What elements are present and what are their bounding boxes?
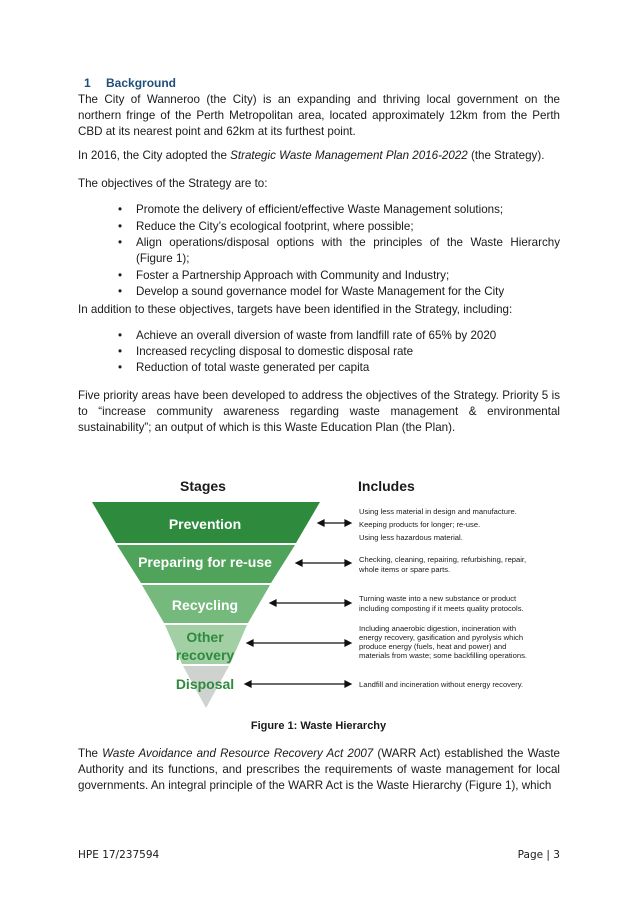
arrow-head-left (296, 560, 302, 566)
paragraph-intro: The City of Wanneroo (the City) is an expanding and thriving local government on the northern fringe of the Perth Metropolitan area, located approximately 12km from the Perth CBD at its nearest point and 62km at its furthest point. (78, 93, 560, 138)
paragraph-text: In 2016, the City adopted the (78, 149, 231, 162)
includes-line: Using less hazardous material. (359, 533, 463, 542)
includes-line: including composting if it meets quality protocols. (359, 604, 524, 613)
list-item (118, 202, 560, 218)
waste-hierarchy-diagram (78, 470, 560, 720)
arrow-head-right (345, 600, 351, 606)
bullet-marker: • (118, 203, 123, 216)
footer-document-reference: HPE 17/237594 (78, 849, 160, 861)
paragraph-warr-act (78, 746, 560, 794)
targets-list (118, 328, 560, 376)
arrow-head-right (345, 640, 351, 646)
list-item-text: Achieve an overall diversion of waste from landfill rate of 65% by 2020 (136, 329, 497, 342)
arrow-head-right (345, 520, 351, 526)
act-title: Waste Avoidance and Resource Recovery Act 2007 (102, 747, 374, 760)
list-item-text: Increased recycling disposal to domestic disposal rate (136, 345, 414, 358)
includes-line: materials from waste; some backfilling operations. (359, 651, 527, 660)
bullet-marker: • (118, 219, 123, 233)
stage-label-other-recovery-line1: Other (186, 629, 224, 645)
includes-line: energy recovery, gasification and pyrolysis which (359, 633, 524, 642)
bullet-marker: • (118, 236, 123, 249)
paragraph-targets-intro: In addition to these objectives, targets have been identified in the Strategy, including: (78, 303, 513, 316)
objectives-list (118, 202, 560, 301)
includes-line: Keeping products for longer; re-use. (359, 520, 481, 529)
bullet-marker: • (118, 285, 123, 298)
includes-header: Includes (358, 478, 415, 494)
includes-line: Including anaerobic digestion, incineration with (359, 624, 517, 633)
includes-line: Checking, cleaning, repairing, refurbishing, repair, (359, 555, 527, 564)
section-number: 1 (84, 76, 91, 90)
stages-header: Stages (180, 478, 226, 494)
list-item (118, 284, 560, 300)
list-item-text: Develop a sound governance model for Waste Management for the City (136, 285, 505, 298)
list-item-text: Promote the delivery of efficient/effective Waste Management solutions; (136, 203, 504, 216)
stage-label-disposal: Disposal (175, 676, 235, 692)
paragraph-text: (WARR Act) established the Waste Authority and its functions, and prescribes the requirements of waste management for local governments. An integral principle of the WARR Act is the Waste Hierarchy (Figure 1), which (78, 747, 560, 792)
section-title: Background (106, 76, 177, 90)
arrow-head-right (345, 681, 351, 687)
includes-line: Turning waste into a new substance or product (359, 594, 517, 603)
list-item (118, 219, 560, 235)
includes-line: Using less material in design and manufacture. (359, 507, 517, 516)
includes-line: Landfill and incineration without energy recovery. (359, 680, 524, 689)
stage-label-other-recovery-line2: recovery (175, 647, 235, 663)
bullet-marker: • (118, 361, 123, 374)
paragraph-objectives-intro: The objectives of the Strategy are to: (78, 177, 268, 190)
list-item (118, 328, 560, 344)
figure-caption: Figure 1: Waste Hierarchy (250, 720, 387, 732)
arrow-head-left (270, 600, 276, 606)
arrow-head-right (345, 560, 351, 566)
stage-label-prevention: Prevention (168, 516, 242, 532)
strategy-title: Strategic Waste Management Plan 2016-2022 (230, 149, 468, 162)
list-item-text: Reduction of total waste generated per capita (136, 361, 370, 374)
list-item (118, 360, 560, 376)
stage-label-preparing-for-reuse: Preparing for re-use (138, 554, 272, 570)
list-item (118, 344, 560, 360)
paragraph-text: (the Strategy). (467, 149, 545, 162)
includes-line: produce energy (fuels, heat and power) and (359, 642, 507, 651)
arrow-head-left (247, 640, 253, 646)
paragraph-priority-areas: Five priority areas have been developed to address the objectives of the Strategy. Priority 5 is to “increase community awareness regarding waste management & environmental sustainability”; an output of which is this Waste Education Plan (the Plan). (78, 389, 560, 434)
list-item-text: Align operations/disposal options with the principles of the Waste Hierarchy (Figure 1); (136, 236, 560, 265)
arrow-head-left (245, 681, 251, 687)
list-item-text: Foster a Partnership Approach with Community and Industry; (136, 268, 450, 282)
list-item-text: Reduce the City’s ecological footprint, where possible; (136, 219, 414, 233)
section-heading (84, 76, 176, 90)
paragraph-strategy-adopted (78, 148, 560, 164)
bullet-marker: • (118, 345, 123, 358)
bullet-marker: • (118, 268, 123, 282)
includes-line: whole items or spare parts. (359, 565, 451, 574)
paragraph-text: The (78, 747, 103, 760)
footer-page-number: Page | 3 (517, 849, 560, 861)
stage-label-recycling: Recycling (171, 597, 239, 613)
arrow-head-left (318, 520, 324, 526)
list-item (118, 235, 560, 267)
includes-column (358, 507, 527, 689)
bullet-marker: • (118, 329, 123, 342)
list-item (118, 268, 560, 284)
